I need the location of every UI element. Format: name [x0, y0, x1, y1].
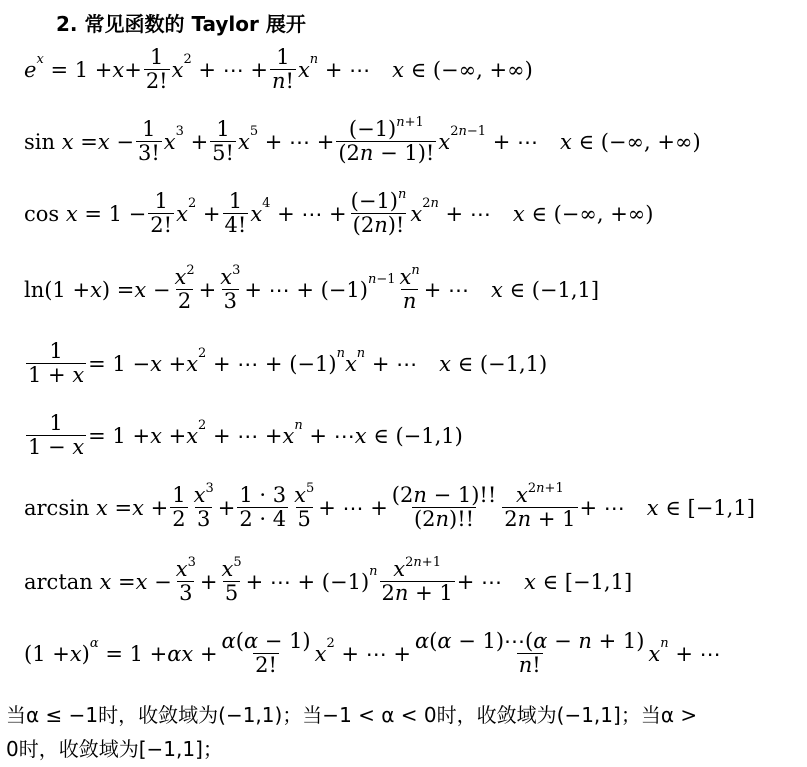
formula-exp: e x = 1 + x + $\frac{1}{2!}$ x 2 + ⋯ + $\frac{1}{n!}$ x n + ⋯ x ∈ (−∞, +∞)	[24, 45, 533, 94]
formula-ln: ln(1 + x ) = x − $\frac{x^2}{2}$ + $\frac{x^3}{3}$ + ⋯ + (−1) n−1 $\frac{x^n}{n}$ + ⋯ x ∈ (−1,1]	[24, 263, 600, 314]
convergence-note-line-1: 当α ≤ −1时，收敛域为(−1,1)；当−1 < α < 0时，收敛域为(−1,1]；当α >	[6, 703, 698, 727]
formula-cos: cos x = 1 − $\frac{1}{2!}$ x 2 + $\frac{1}{4!}$ x 4 + ⋯ + $\frac{(-1)^n}{(2n)!}$ x 2n + ⋯ x ∈ (−∞, +∞)	[24, 187, 654, 238]
formula-arcsin: arcsin x = x + $\frac{1}{2}$ $\frac{x^3}{3}$ + $\frac{1 \cdot 3}{2 \cdot 4}$ $\frac{x^5}{5}$ + ⋯ + $\frac{(2n - 1)!!}{(2n)!!}$ $\frac{x^{2n+1}}{2n + 1}$ + ⋯ x ∈ [−1,1]	[24, 481, 755, 532]
formula-arctan: arctan x = x − $\frac{x^3}{3}$ + $\frac{x^5}{5}$ + ⋯ + (−1) n $\frac{x^{2n+1}}{2n + 1}$ + ⋯ x ∈ [−1,1]	[24, 555, 633, 606]
formula-inv-1px: $\frac{1}{1 + x}$ = 1 − x + x 2 + ⋯ + (−1) n x n + ⋯ x ∈ (−1,1)	[28, 339, 548, 388]
formula-inv-1mx: $\frac{1}{1 - x}$ = 1 + x + x 2 + ⋯ + x n + ⋯ x ∈ (−1,1)	[28, 411, 463, 460]
formula-sin: sin x = x − $\frac{1}{3!}$ x 3 + $\frac{1}{5!}$ x 5 + ⋯ + $\frac{(-1)^{n+1}}{(2n - 1)!}$ x 2n−1 + ⋯ x ∈ (−∞, +∞)	[24, 115, 701, 166]
formula-binomial: (1 + x ) α = 1 + αx + $\frac{\alpha(\alpha - 1)}{2!}$ x 2 + ⋯ + $\frac{\alpha(\alpha - 1)\cdots(\alpha - n + 1)}{n!}$ x n + ⋯	[24, 629, 721, 678]
convergence-note-line-2: 0时，收敛域为[−1,1]；	[6, 737, 223, 761]
section-heading: 2. 常见函数的 Taylor 展开	[56, 12, 306, 36]
